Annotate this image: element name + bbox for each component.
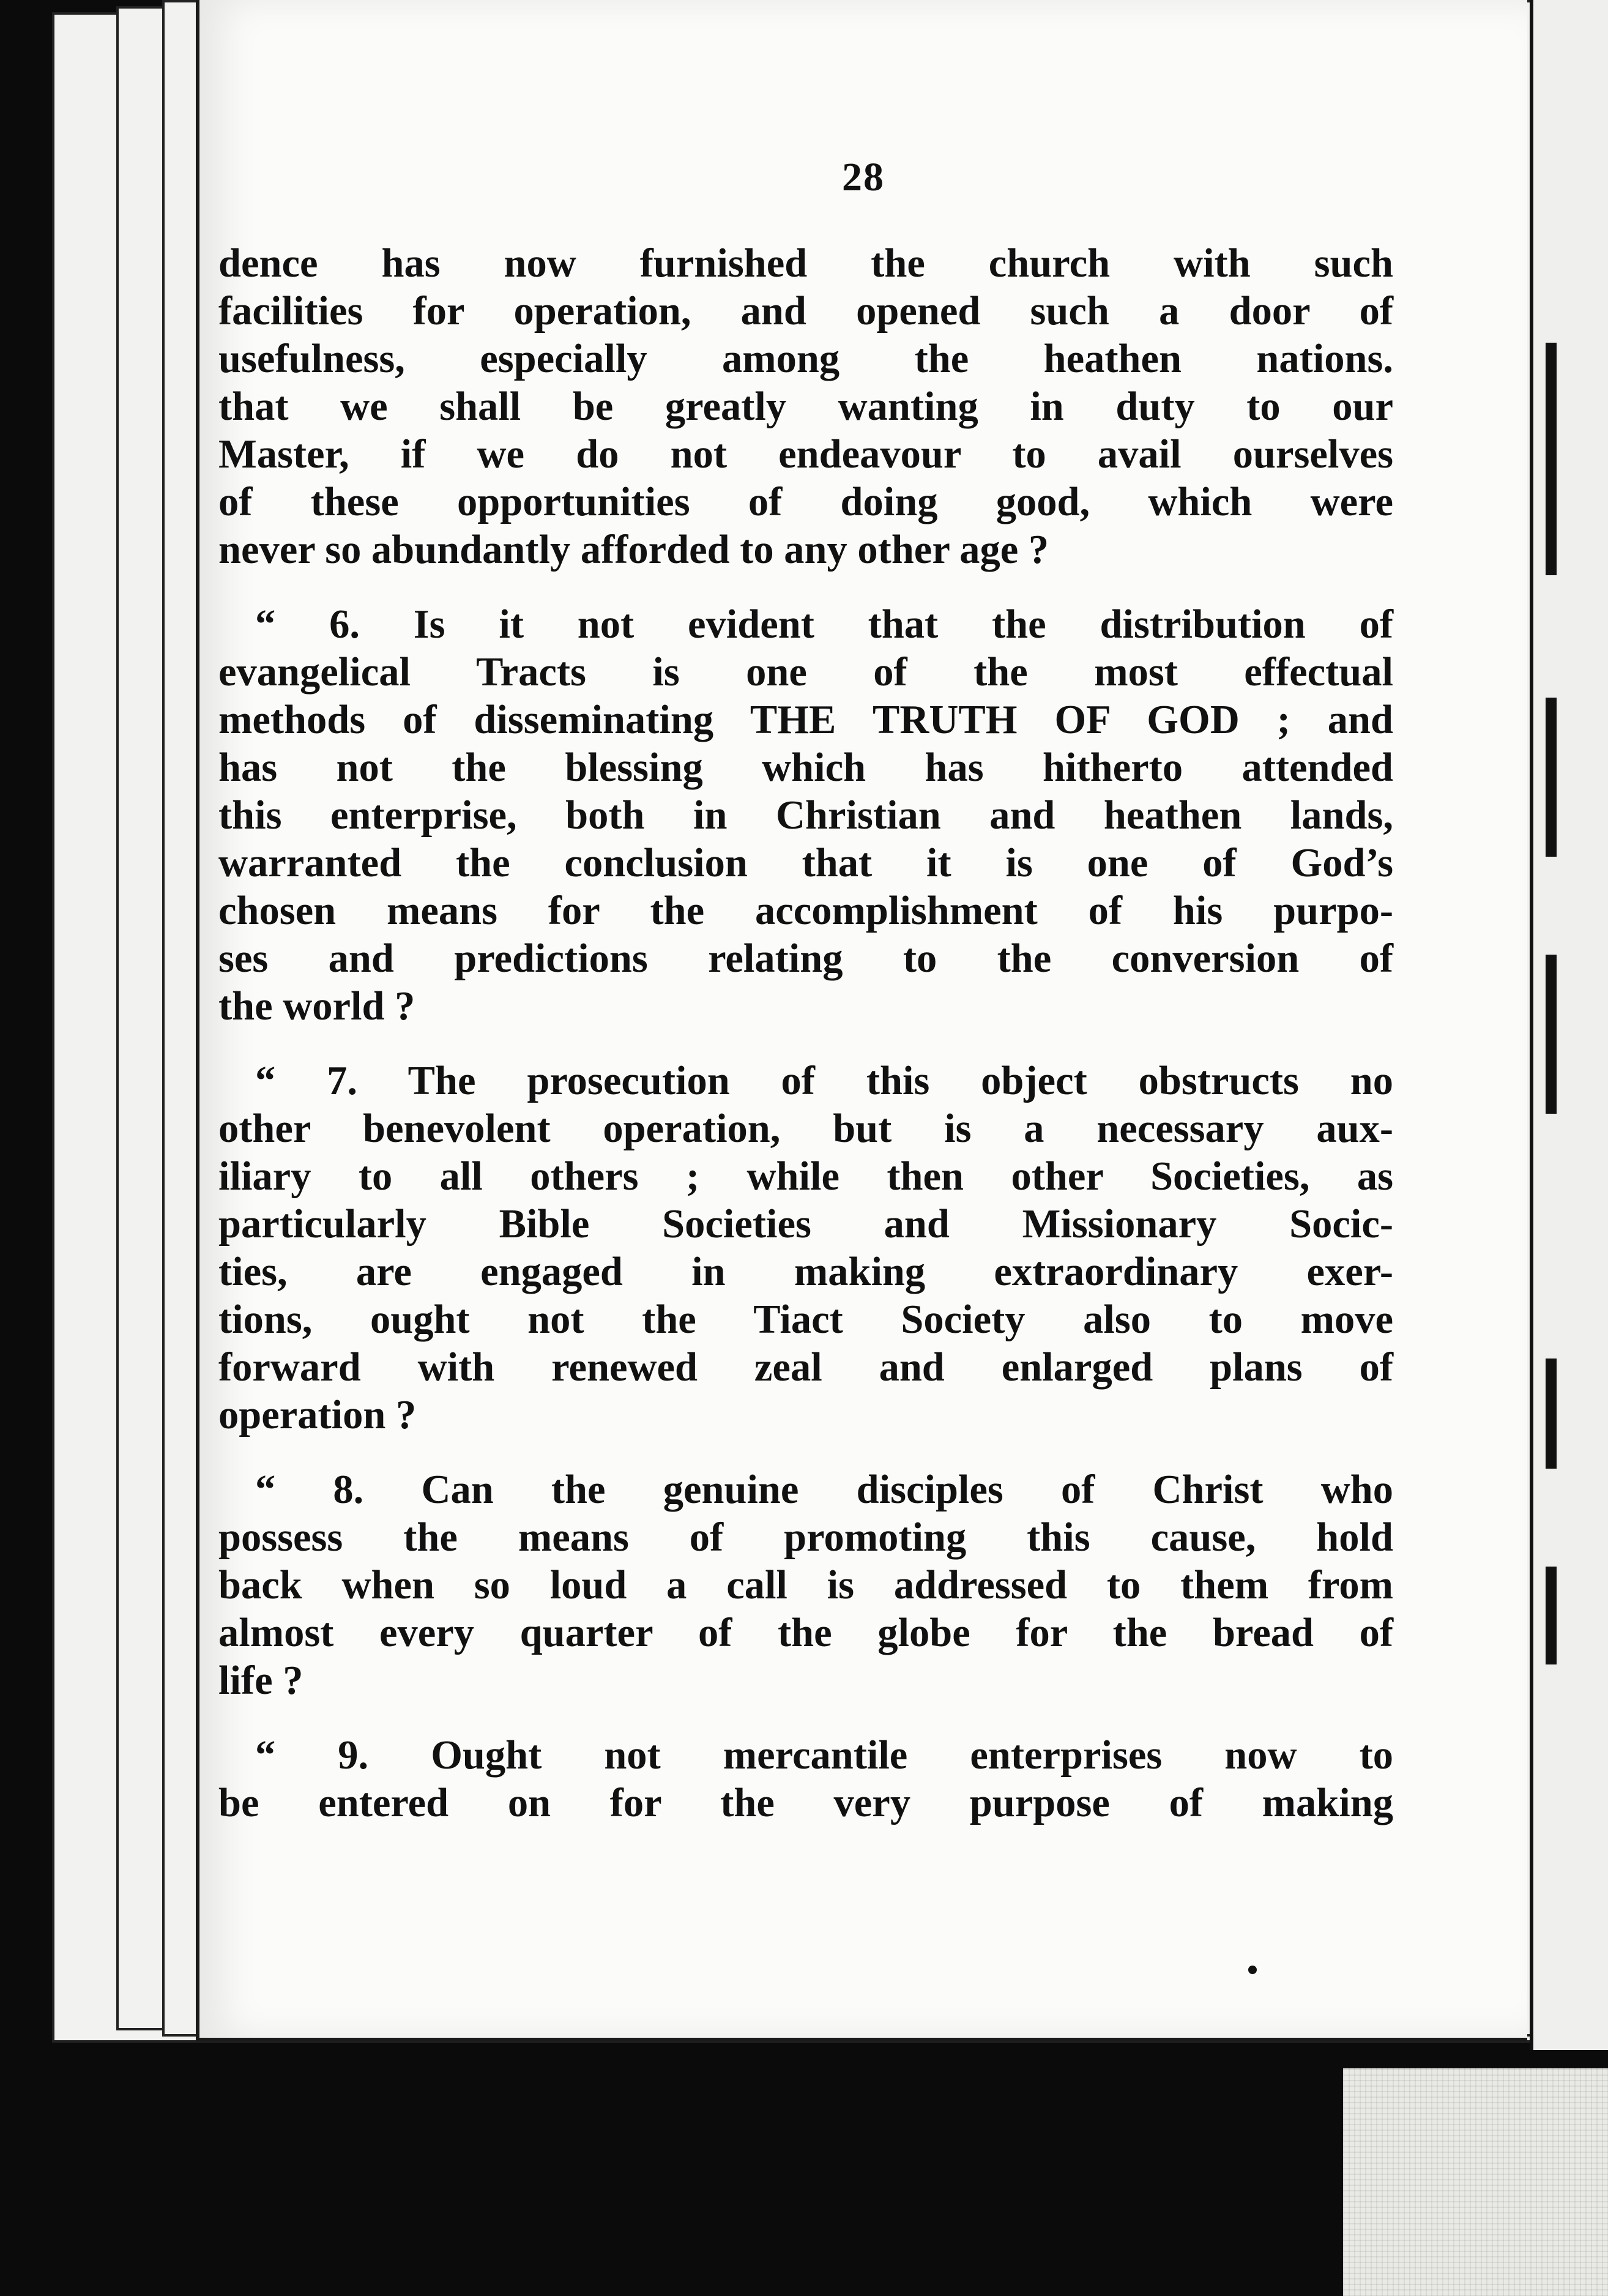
text-line: ses and predictions relating to the conversion of xyxy=(218,936,1393,981)
text-line: tions, ought not the Tiact Society also to move xyxy=(218,1297,1393,1342)
ink-spot xyxy=(1248,1966,1257,1974)
text-line: the world ? xyxy=(218,984,415,1029)
text-line: facilities for operation, and opened such a door of xyxy=(218,289,1393,334)
text-line: forward with renewed zeal and enlarged plans of xyxy=(218,1345,1393,1390)
text-line: almost every quarter of the globe for the bread of xyxy=(218,1611,1393,1655)
text-line: ties, are engaged in making extraordinary exer- xyxy=(218,1250,1393,1294)
paragraph xyxy=(218,240,1393,574)
paragraph xyxy=(218,1466,1393,1705)
text-line: iliary to all others ; while then other Societies, as xyxy=(218,1154,1393,1199)
text-line: particularly Bible Societies and Missionary Socic- xyxy=(218,1202,1393,1247)
facing-page-edge xyxy=(1530,0,1608,2050)
page-number: 28 xyxy=(842,155,885,199)
page-text xyxy=(218,240,1393,1827)
text-line: “ 7. The prosecution of this object obstructs no xyxy=(255,1059,1393,1103)
text-line: be entered on for the very purpose of making xyxy=(218,1781,1393,1825)
text-line: “ 8. Can the genuine disciples of Christ who xyxy=(255,1467,1393,1512)
text-line: this enterprise, both in Christian and heathen lands, xyxy=(218,793,1393,838)
text-line: never so abundantly afforded to any other age ? xyxy=(218,527,1049,572)
text-line: life ? xyxy=(218,1658,303,1703)
cloth-binding-scrap xyxy=(1343,2068,1608,2296)
text-line: “ 9. Ought not mercantile enterprises now to xyxy=(255,1733,1393,1778)
paragraph xyxy=(218,601,1393,1031)
text-line: back when so loud a call is addressed to them from xyxy=(218,1563,1393,1608)
text-line: of these opportunities of doing good, which were xyxy=(218,480,1393,524)
text-line: “ 6. Is it not evident that the distribution of xyxy=(255,602,1393,647)
text-line: other benevolent operation, but is a necessary aux- xyxy=(218,1106,1393,1151)
text-line: has not the blessing which has hitherto attended xyxy=(218,745,1393,790)
text-line: methods of disseminating THE TRUTH OF GOD ; and xyxy=(218,698,1393,742)
text-line: dence has now furnished the church with such xyxy=(218,241,1393,286)
text-line: that we shall be greatly wanting in duty to our xyxy=(218,384,1393,429)
paragraph xyxy=(218,1057,1393,1439)
text-line: Master, if we do not endeavour to avail ourselves xyxy=(218,432,1393,477)
text-line: chosen means for the accomplishment of his purpo- xyxy=(218,889,1393,933)
text-line: usefulness, especially among the heathen nations. xyxy=(218,337,1393,381)
paragraph xyxy=(218,1732,1393,1827)
text-line: evangelical Tracts is one of the most effectual xyxy=(218,650,1393,695)
text-line: operation ? xyxy=(218,1393,417,1437)
text-line: warranted the conclusion that it is one of God’s xyxy=(218,841,1393,885)
text-line: possess the means of promoting this cause, hold xyxy=(218,1515,1393,1560)
